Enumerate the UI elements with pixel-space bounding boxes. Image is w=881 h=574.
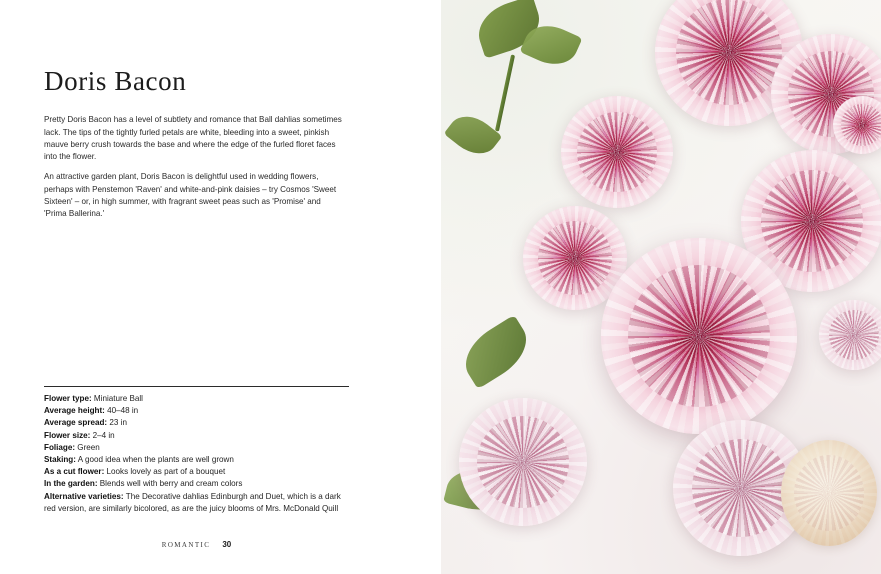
leaf-shape xyxy=(455,315,538,389)
page-number: 30 xyxy=(222,540,232,549)
fact-row xyxy=(44,466,349,478)
page-footer xyxy=(44,540,349,549)
fact-list xyxy=(44,386,349,515)
fact-value: A good idea when the plants are well grown xyxy=(77,455,234,465)
fact-label: Alternative varieties: xyxy=(44,491,124,501)
fact-value: The Decorative dahlias Edinburgh and Duet, which is a dark red version, are similarly bicolored, as are the juicy blooms of Mrs. McDonald Quill xyxy=(44,491,341,513)
photo-page xyxy=(441,0,881,574)
fact-row xyxy=(44,454,349,466)
fact-label: In the garden: xyxy=(44,479,98,489)
fact-label: Flower size: xyxy=(44,430,91,440)
fact-row xyxy=(44,393,349,405)
dahlia-bloom-pale xyxy=(459,398,587,526)
fact-label: Foliage: xyxy=(44,442,76,452)
dahlia-photograph xyxy=(441,0,881,574)
body-paragraph-1: Pretty Doris Bacon has a level of subtlety and romance that Ball dahlias sometimes lack. The tips of the tightly furled petals are white, bleeding into a sweet, pinkish mauve berry crush towards the base and where the edge of the furled floret faces into the flower. xyxy=(44,115,342,162)
fact-value: 23 in xyxy=(109,418,127,428)
fact-value: 2–4 in xyxy=(92,430,115,440)
fact-row xyxy=(44,478,349,490)
footer-section-label: ROMANTIC xyxy=(161,541,211,549)
fact-value: Miniature Ball xyxy=(93,394,143,403)
fact-value: Blends well with berry and cream colors xyxy=(99,479,243,489)
fact-label: Average height: xyxy=(44,406,105,416)
fact-row xyxy=(44,405,349,417)
fact-value: Looks lovely as part of a bouquet xyxy=(106,467,226,477)
dahlia-bloom-primary xyxy=(601,238,797,434)
fact-row xyxy=(44,417,349,429)
fact-row xyxy=(44,491,349,515)
fact-list-divider xyxy=(44,386,349,387)
fact-row xyxy=(44,442,349,454)
dahlia-bloom xyxy=(561,96,673,208)
stem-shape xyxy=(495,54,515,131)
fact-label: Average spread: xyxy=(44,418,108,428)
fact-value: 40–48 in xyxy=(107,406,139,416)
leaf-shape xyxy=(444,107,503,163)
fact-row xyxy=(44,430,349,442)
fact-label: Staking: xyxy=(44,455,76,465)
fact-label: As a cut flower: xyxy=(44,467,105,477)
dahlia-bud xyxy=(781,440,877,546)
fact-label: Flower type: xyxy=(44,394,92,403)
fact-value: Green xyxy=(77,442,100,452)
page-title: Doris Bacon xyxy=(44,66,187,97)
body-paragraph-2: An attractive garden plant, Doris Bacon is delightful used in wedding flowers, perhaps with Penstemon 'Raven' and white-and-pink daisies – try Cosmos 'Sweet Sixteen' – or, in high summer, with fragrant sweet peas such as 'Promise' and 'Prima Ballerina.' xyxy=(44,172,337,219)
dahlia-bloom-pale xyxy=(819,300,881,370)
